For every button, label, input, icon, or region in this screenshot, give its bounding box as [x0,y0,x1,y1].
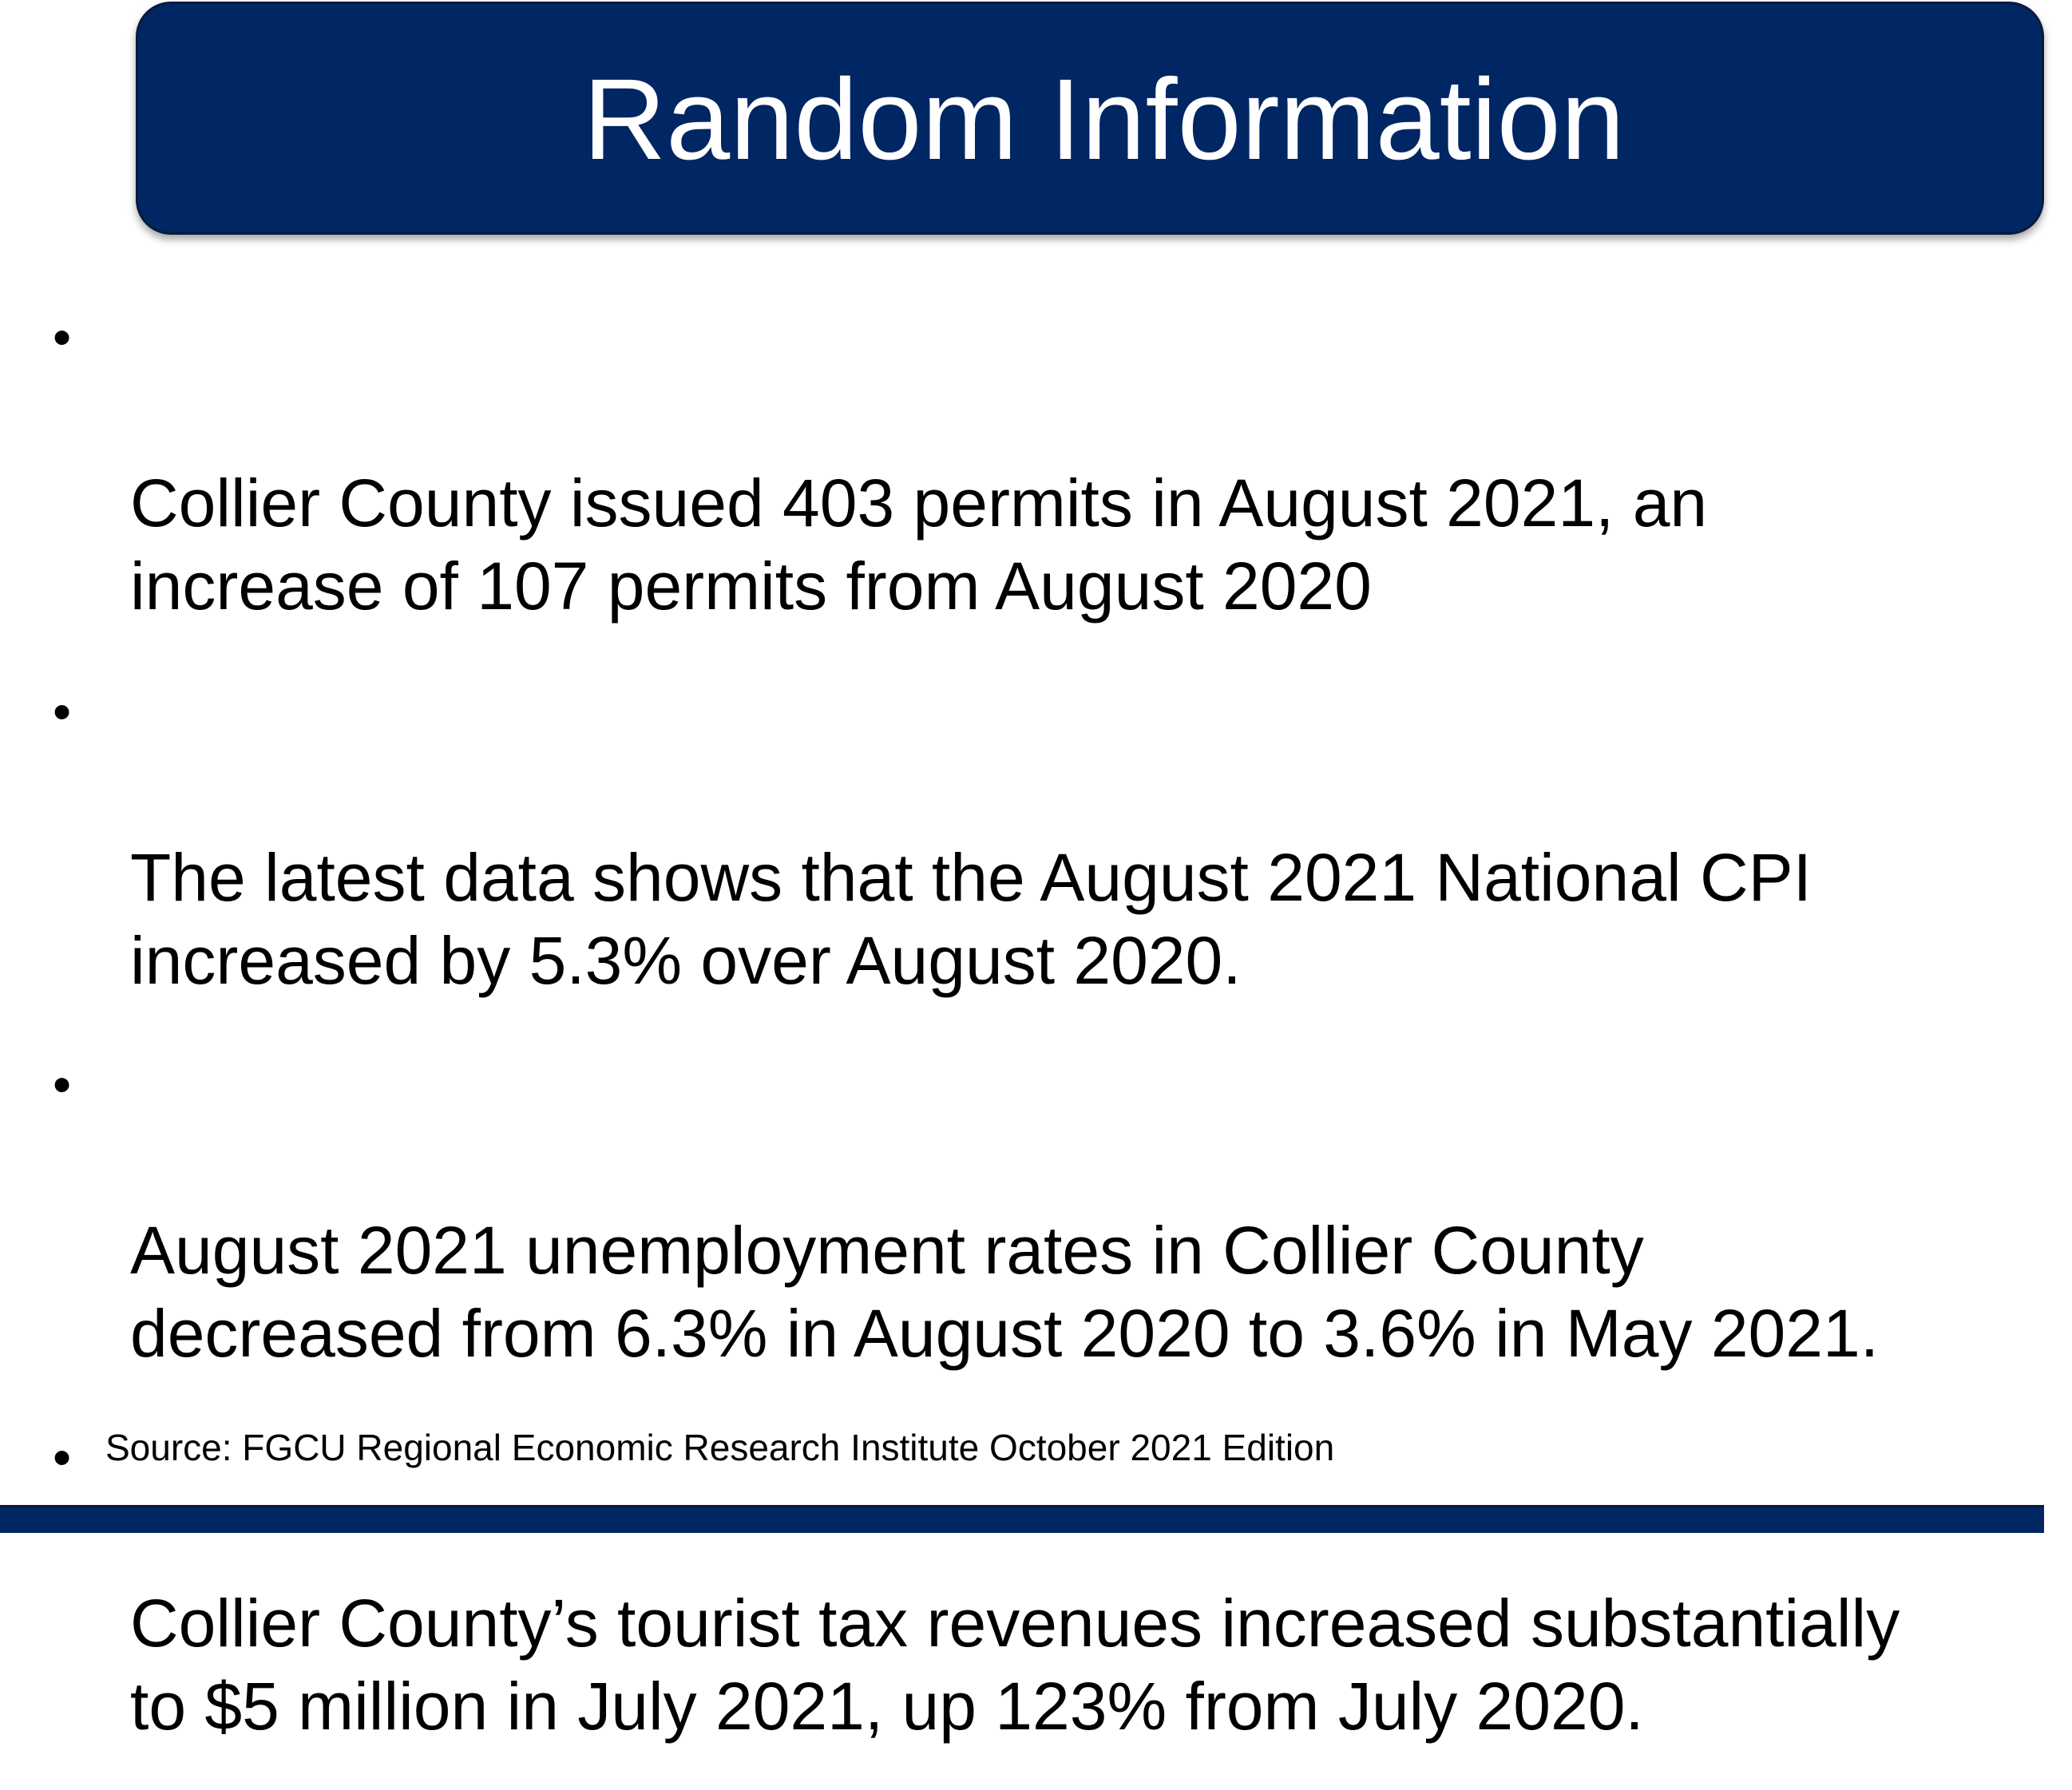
footer-bar [0,1505,2044,1533]
slide-title: Random Information [583,55,1625,184]
bullet-icon: • [53,682,72,741]
bullet-text: Collier County issued 403 permits in August 2021, an increase of 107 permits from August 2020 [130,465,1708,624]
bullet-item [0,670,2044,1002]
bullet-text: The latest data shows that the August 2021 National CPI increased by 5.3% over August 2020. [130,840,1812,998]
bullet-item [0,1043,2044,1375]
bullet-text: Collier County’s tourist tax revenues increased substantially to $5 million in July 2021, up 123% from July 2020. [130,1586,1900,1744]
bullet-list [0,295,2044,1790]
bullet-icon: • [53,307,72,366]
bullet-item [0,295,2044,628]
bullet-icon: • [53,1428,72,1487]
bullet-text: August 2021 unemployment rates in Collier County decreased from 6.3% in August 2020 to 3.6% in May 2021. [130,1213,1880,1371]
bullet-icon: • [53,1055,72,1114]
source-note: Source: FGCU Regional Economic Research Institute October 2021 Edition [105,1427,1335,1468]
